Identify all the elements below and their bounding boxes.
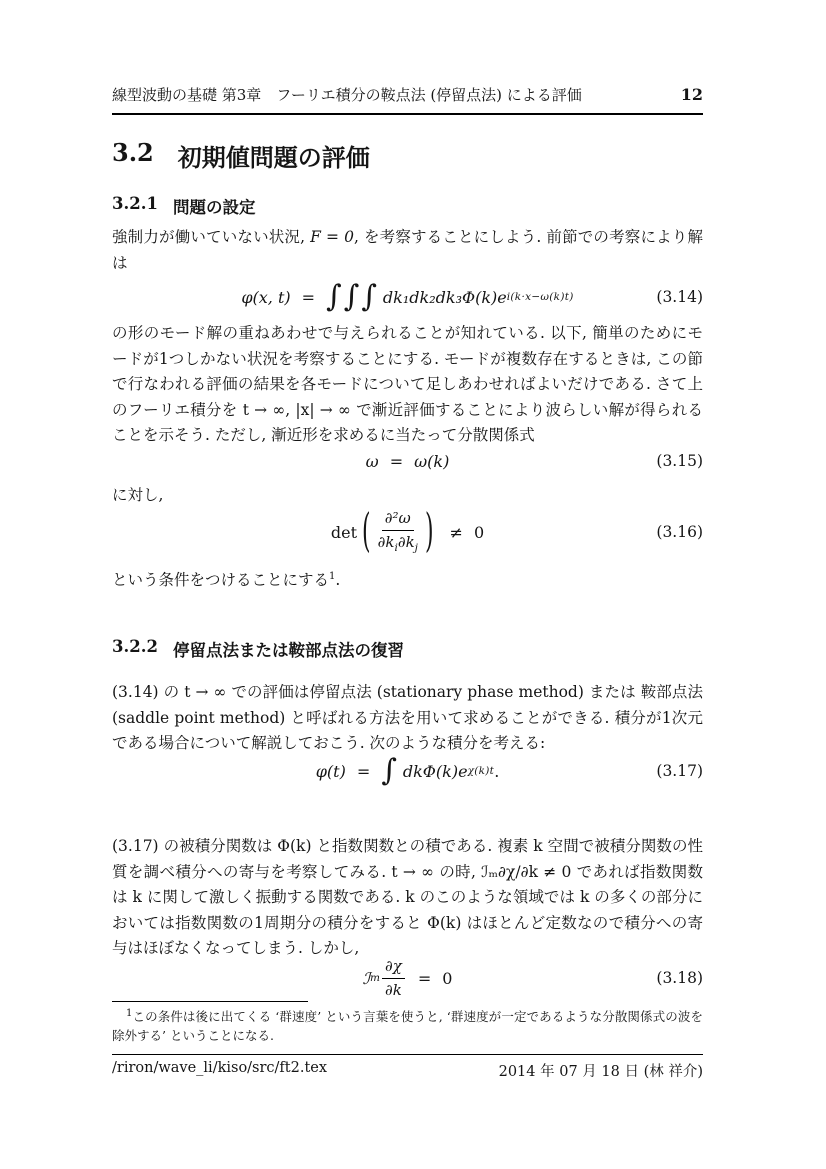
paragraph-text: という条件をつけることにする: [112, 571, 330, 589]
eq317-exponent: χ(k)t: [467, 765, 495, 777]
paragraph-stationary-phase: [112, 680, 703, 757]
triple-integral-sign: ∫∫∫: [326, 279, 379, 314]
subsection-title: 問題の設定: [172, 198, 256, 217]
paragraph-text: に対し,: [112, 486, 164, 504]
equals-sign: =: [389, 451, 404, 471]
section-number: 3.2: [112, 138, 154, 167]
eq317-lhs: φ(t): [315, 761, 346, 781]
paragraph-text: (3.17) の被積分関数は Φ(k) と指数関数との積である. 複素 k 空間で被積分関数の性質を調べ積分への寄与を考察してみる. t → ∞ の時, ℐₘ∂χ/∂k ≠ 0 であれば指数関数は k に関して激しく振動する関数である. k のこのような領域では k の多くの部分においては指数関数の1周期分の積分をすると Φ(k) はほとんど定数なので積分への寄与はほぼなくなってしまう. しかし,: [112, 837, 703, 957]
fraction: [378, 509, 418, 555]
paragraph-text: .: [335, 571, 341, 589]
page-number: 12: [680, 85, 703, 104]
paragraph-text: , を考察することにしよう. 前節での考察により解は: [112, 228, 703, 272]
fraction-denominator: ∂k: [385, 980, 402, 999]
eq318-number: (3.18): [656, 969, 703, 987]
eq316-rhs: 0: [473, 522, 485, 542]
subsection-number: 3.2.2: [112, 637, 158, 656]
equals-sign: =: [417, 968, 432, 988]
fraction-numerator: ∂²ω: [382, 509, 414, 531]
eq315-number: (3.15): [656, 452, 703, 470]
subscript-i: i: [394, 541, 398, 554]
eq314-number: (3.14): [656, 288, 703, 306]
fraction-numerator: ∂χ: [382, 957, 405, 979]
period: .: [494, 761, 500, 781]
eq317-number: (3.17): [656, 762, 703, 780]
equation-314: [112, 272, 703, 322]
integral-sign: ∫: [381, 753, 399, 788]
running-header: [112, 84, 703, 115]
partial-k: ∂k: [377, 532, 395, 551]
subsection-heading-322: [112, 637, 703, 661]
running-header-title: 線型波動の基礎 第3章 フーリエ積分の鞍点法 (停留点法) による評価: [112, 86, 582, 104]
footnote: [112, 1007, 703, 1045]
left-paren: (: [362, 505, 371, 559]
running-footer: [112, 1060, 703, 1081]
subsection-number: 3.2.1: [112, 194, 158, 213]
paragraph-integrand-behavior: [112, 834, 703, 962]
equation-315: [112, 448, 703, 474]
fraction-denominator: [378, 531, 418, 555]
paragraph-text: (3.14) の t → ∞ での評価は停留点法 (stationary phase method) または 鞍部点法 (saddle point method) と呼ばれる方法を用いて求めることができる. 積分が1次元である場合について解説しておこう. 次のような積分を考える:: [112, 683, 703, 752]
eq316-number: (3.16): [656, 523, 703, 541]
eq318-rhs: 0: [442, 968, 453, 988]
footnote-rule: [112, 1001, 308, 1002]
equals-sign: =: [356, 761, 371, 781]
paragraph-mode-superposition: [112, 321, 703, 449]
footnote-mark: 1: [126, 1007, 133, 1019]
fraction: [382, 957, 405, 1000]
equals-sign: =: [301, 287, 316, 307]
footer-date: 2014 年 07 月 18 日 (林 祥介): [498, 1064, 703, 1080]
paragraph-text: の形のモード解の重ねあわせで与えられることが知れている. 以下, 簡単のためにモードが1つしかない状況を考察することにする. モードが複数存在するときは, この節で行なわれる評価の結果を各モードについて足しあわせればよいだけである. さて上のフーリエ積分を t → ∞, |x| → ∞ で漸近評価することにより波らしい解が得られることを示そう. ただし, 漸近形を求めるに当たって分散関係式: [112, 324, 703, 444]
paragraph-setting: [112, 225, 703, 276]
section-title: 初期値問題の評価: [177, 143, 370, 172]
eq317-integrand: dkΦ(k)e: [402, 761, 468, 781]
inline-math-F0: F = 0: [310, 228, 354, 246]
subscript-m: m: [370, 972, 381, 984]
right-paren: ): [424, 505, 434, 559]
subsection-title: 停留点法または鞍部点法の復習: [172, 641, 404, 660]
equation-316: [112, 504, 703, 560]
partial-k: ∂k: [397, 532, 415, 551]
imaginary-part-symbol: ℐ: [362, 968, 371, 988]
eq314-lhs: φ(x, t): [241, 287, 291, 307]
subsection-heading-321: [112, 194, 703, 218]
eq314-exponent: i(k·x−ω(k)t): [506, 291, 574, 303]
paragraph-text: 強制力が働いていない状況,: [112, 228, 311, 246]
not-equal-sign: ≠: [449, 522, 463, 542]
footer-rule: [112, 1054, 703, 1055]
paragraph-condition: [112, 568, 703, 594]
footnote-text: この条件は後に出てくる ‘群速度’ という言葉を使うと, ‘群速度が一定であるような分散関係式の波を除外する’ ということになる.: [112, 1009, 703, 1043]
eq315-rhs: ω(k): [414, 451, 450, 471]
equation-318: [112, 952, 703, 1004]
footnote-reference: 1: [329, 570, 336, 582]
section-heading: [112, 138, 703, 173]
det-operator: det: [330, 522, 357, 542]
eq314-integrand: dk₁dk₂dk₃Φ(k)e: [382, 287, 507, 307]
source-file-path: /riron/wave_li/kiso/src/ft2.tex: [112, 1060, 328, 1076]
equation-317: [112, 748, 703, 794]
eq315-lhs: ω: [365, 451, 379, 471]
subscript-j: j: [414, 541, 418, 554]
